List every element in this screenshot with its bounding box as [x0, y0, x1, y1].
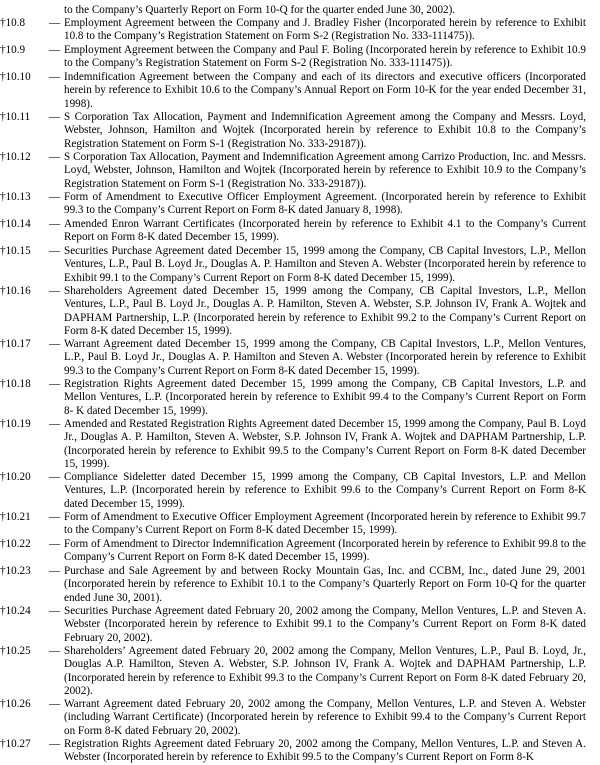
exhibit-number: †10.24 — [0, 605, 31, 617]
exhibit-number: †10.19 — [0, 418, 31, 430]
dash-separator: — — [49, 565, 61, 577]
dash-separator: — — [49, 285, 61, 297]
dash-separator: — — [49, 338, 61, 350]
exhibit-number: †10.13 — [0, 191, 31, 203]
exhibit-description: Registration Rights Agreement dated February 20, 2002 among the Company, Mellon Ventures, L.P. and Steven A. Webster (Incorporated herein by reference to Exhibit 99.5 to the Company’s Current Report on Form 8-K — [64, 738, 586, 764]
dash-separator: — — [49, 111, 61, 123]
dash-separator: — — [49, 698, 61, 710]
exhibit-number: †10.26 — [0, 698, 31, 710]
exhibit-number: †10.11 — [0, 111, 31, 123]
exhibit-number: †10.17 — [0, 338, 31, 350]
dash-separator: — — [49, 71, 61, 83]
exhibit-number: †10.15 — [0, 245, 31, 257]
exhibit-description: Warrant Agreement dated December 15, 1999 among the Company, CB Capital Investors, L.P., Mellon Ventures, L.P., Paul B. Loyd Jr., Douglas A. P. Hamilton and Steven A. Webster (Incorporated herein by reference to Exhibit 99.3 to the Company’s Current Report on Form 8-K dated December 15, 1999). — [64, 338, 586, 377]
dash-separator: — — [49, 218, 61, 230]
exhibit-description: S Corporation Tax Allocation, Payment and Indemnification Agreement among Carrizo Production, Inc. and Messrs. Loyd, Webster, Johnson, Hamilton and Wojtek (Incorporated herein by reference to Exhibit 10.9 to the Company’s Registration Statement on Form S-1 (Registration No. 333-29187)). — [64, 151, 586, 190]
exhibit-description: Securities Purchase Agreement dated February 20, 2002 among the Company, Mellon Ventures, L.P. and Steven A. Webster (Incorporated herein by reference to Exhibit 99.1 to the Company’s Current Report on Form 8-K dated February 20, 2002). — [64, 605, 586, 644]
dash-separator: — — [49, 245, 61, 257]
exhibit-description: Employment Agreement between the Company and J. Bradley Fisher (Incorporated herein by reference to Exhibit 10.8 to the Company’s Registration Statement on Form S-2 (Registration No. 333-111475)). — [64, 17, 586, 43]
exhibit-description: Amended Enron Warrant Certificates (Incorporated herein by reference to Exhibit 4.1 to the Company’s Current Report on Form 8-K dated December 15, 1999). — [64, 218, 586, 244]
exhibit-description: Warrant Agreement dated February 20, 2002 among the Company, Mellon Ventures, L.P. and Steven A. Webster (including Warrant Certificate) (Incorporated herein by reference to Exhibit 99.4 to the Company’s Current Report on Form 8-K dated February 20, 2002). — [64, 698, 586, 737]
exhibit-number: †10.23 — [0, 565, 31, 577]
exhibit-number: †10.22 — [0, 538, 31, 550]
dash-separator: — — [49, 151, 61, 163]
exhibit-description: Form of Amendment to Director Indemnification Agreement (Incorporated herein by reference to Exhibit 99.8 to the Company’s Current Report on Form 8-K dated December 15, 1999). — [64, 538, 586, 564]
exhibit-description: Registration Rights Agreement dated December 15, 1999 among the Company, CB Capital Investors, L.P. and Mellon Ventures, L.P. (Incorporated herein by reference to Exhibit 99.4 to the Company’s Current Report on Form 8- K dated December 15, 1999). — [64, 378, 586, 417]
exhibit-description: Form of Amendment to Executive Officer Employment Agreement (Incorporated herein by reference to Exhibit 99.7 to the Company’s Current Report on Form 8-K dated December 15, 1999). — [64, 511, 586, 537]
exhibit-number: †10.9 — [0, 44, 26, 56]
exhibit-description: Shareholders’ Agreement dated February 20, 2002 among the Company, Mellon Ventures, L.P., Paul B. Loyd, Jr., Douglas A.P. Hamilton, Steven A. Webster, S.P. Johnson IV, Frank A. Wojtek and DAPHAM Partnership, L.P. (Incorporated herein by reference to Exhibit 99.3 to the Company’s Current Report on Form 8-K dated February 20, 2002). — [64, 645, 586, 697]
dash-separator: — — [49, 645, 61, 657]
dash-separator: — — [49, 418, 61, 430]
dash-separator: — — [49, 378, 61, 390]
exhibit-number: †10.16 — [0, 285, 31, 297]
exhibit-number: †10.18 — [0, 378, 31, 390]
exhibit-number: †10.25 — [0, 645, 31, 657]
exhibit-description: Shareholders Agreement dated December 15, 1999 among the Company, CB Capital Investors, L.P., Mellon Ventures, L.P., Paul B. Loyd Jr., Douglas A. P. Hamilton, Steven A. Webster, S.P. Johnson IV, Frank A. Wojtek and DAPHAM Partnership, L.P. (Incorporated herein by reference to Exhibit 99.2 to the Company’s Current Report on Form 8-K dated December 15, 1999). — [64, 285, 586, 337]
dash-separator: — — [49, 738, 61, 750]
exhibit-number: †10.8 — [0, 17, 26, 29]
exhibit-description: Employment Agreement between the Company and Paul F. Boling (Incorporated herein by reference to Exhibit 10.9 to the Company’s Registration Statement on Form S-2 (Registration No. 333-111475)). — [64, 44, 586, 70]
exhibit-description: Securities Purchase Agreement dated December 15, 1999 among the Company, CB Capital Investors, L.P., Mellon Ventures, L.P., Paul B. Loyd Jr., Douglas A. P. Hamilton and Steven A. Webster (Incorporated herein by reference to Exhibit 99.1 to the Company’s Current Report on Form 8-K dated December 15, 1999). — [64, 245, 586, 284]
dash-separator: — — [49, 605, 61, 617]
dash-separator: — — [49, 511, 61, 523]
exhibit-number: †10.21 — [0, 511, 31, 523]
exhibit-description: Indemnification Agreement between the Company and each of its directors and executive officers (Incorporated herein by reference to Exhibit 10.6 to the Company’s Annual Report on Form 10-K for the year ended December 31, 1998). — [64, 71, 586, 110]
exhibit-number: †10.20 — [0, 471, 31, 483]
dash-separator: — — [49, 17, 61, 29]
exhibit-number: †10.12 — [0, 151, 31, 163]
exhibit-number: †10.27 — [0, 738, 31, 750]
dash-separator: — — [49, 44, 61, 56]
dash-separator: — — [49, 538, 61, 550]
exhibit-description: Amended and Restated Registration Rights Agreement dated December 15, 1999 among the Company, Paul B. Loyd Jr., Douglas A. P. Hamilton, Steven A. Webster, S.P. Johnson IV, Frank A. Wojtek and DAPHAM Partnership, L.P. (Incorporated herein by reference to Exhibit 99.5 to the Company’s Current Report on Form 8-K dated December 15, 1999). — [64, 418, 586, 470]
exhibit-number: †10.14 — [0, 218, 31, 230]
exhibit-description: Form of Amendment to Executive Officer Employment Agreement. (Incorporated herein by reference to Exhibit 99.3 to the Company’s Current Report on Form 8-K dated January 8, 1998). — [64, 191, 586, 217]
dash-separator: — — [49, 471, 61, 483]
dash-separator: — — [49, 191, 61, 203]
continuation-text: to the Company’s Quarterly Report on Form 10-Q for the quarter ended June 30, 2002). — [64, 4, 456, 16]
exhibit-description: S Corporation Tax Allocation, Payment and Indemnification Agreement among the Company and Messrs. Loyd, Webster, Johnson, Hamilton and Wojtek (Incorporated herein by reference to Exhibit 10.8 to the Company’s Registration Statement on Form S-1 (Registration No. 333-29187)). — [64, 111, 586, 150]
exhibit-number: †10.10 — [0, 71, 31, 83]
exhibit-description: Compliance Sideletter dated December 15, 1999 among the Company, CB Capital Investors, L.P. and Mellon Ventures, L.P. (Incorporated herein by reference to Exhibit 99.6 to the Company’s Current Report on Form 8-K dated December 15, 1999). — [64, 471, 586, 510]
exhibit-description: Purchase and Sale Agreement by and between Rocky Mountain Gas, Inc. and CCBM, Inc., dated June 29, 2001 (Incorporated herein by reference to Exhibit 10.1 to the Company’s Quarterly Report on Form 10-Q for the quarter ended June 30, 2001). — [64, 565, 586, 604]
